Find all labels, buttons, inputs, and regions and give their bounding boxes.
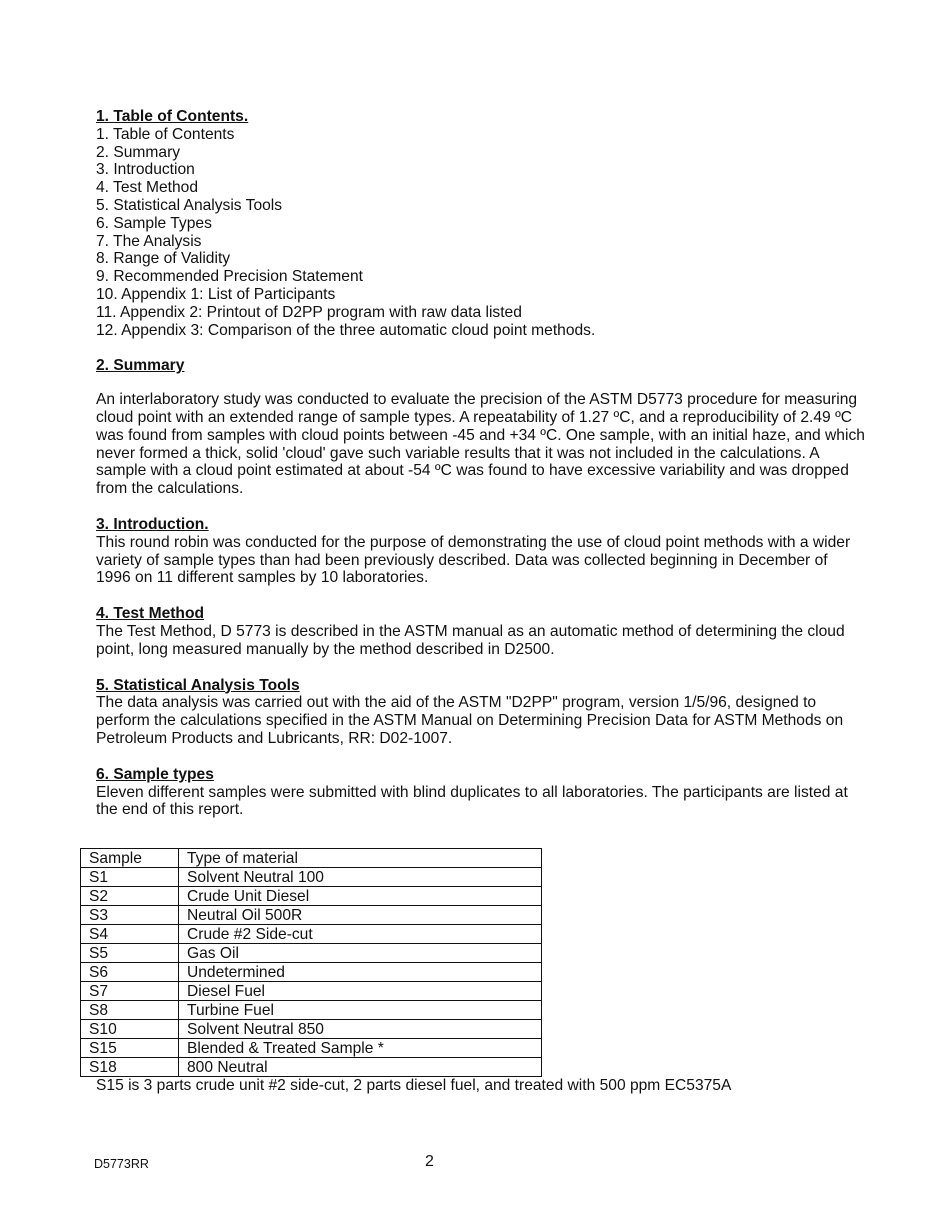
sample-types-text: Eleven different samples were submitted with blind duplicates to all laboratories. The participants are listed at the end of this report. bbox=[96, 783, 848, 819]
toc-item: 10. Appendix 1: List of Participants bbox=[96, 285, 336, 303]
test-method-text: The Test Method, D 5773 is described in the ASTM manual as an automatic method of determining the cloud point, long measured manually by the method described in D2500. bbox=[96, 622, 845, 658]
table-row bbox=[81, 868, 542, 887]
stat-tools-text: The data analysis was carried out with the aid of the ASTM "D2PP" program, version 1/5/96, designed to perform the calculations specified in the ASTM Manual on Determining Precision Data for ASTM Methods on Petroleum Products and Lubricants, RR: D02-1007. bbox=[96, 694, 844, 747]
table-row bbox=[81, 944, 542, 963]
sample-id-cell: S10 bbox=[81, 1020, 179, 1039]
sample-id-cell: S5 bbox=[81, 944, 179, 963]
material-cell: Undetermined bbox=[179, 963, 542, 982]
page-number: 2 bbox=[425, 1153, 434, 1170]
table-row bbox=[81, 887, 542, 906]
summary-text: An interlaboratory study was conducted to evaluate the precision of the ASTM D5773 procedure for measuring cloud point with an extended range of sample types. A repeatability of 1.27 ºC, and a reproducibility of 2.49 ºC was found from samples with cloud points between -45 and +34 ºC. One sample, with an initial haze, and which never formed a thick, solid 'cloud' gave such variable results that it was not included in the calculations. A sample with a cloud point estimated at about -54 ºC was found to have excessive variability and was dropped from the calculations. bbox=[96, 391, 865, 498]
toc-item: 2. Summary bbox=[96, 143, 181, 161]
material-cell: Blended & Treated Sample * bbox=[179, 1039, 542, 1058]
sample-id-cell: S4 bbox=[81, 925, 179, 944]
header-cell-material: Type of material bbox=[179, 849, 542, 868]
sample-id-cell: S6 bbox=[81, 963, 179, 982]
material-cell: Solvent Neutral 100 bbox=[179, 868, 542, 887]
table-header-row bbox=[81, 849, 542, 868]
toc-item: 8. Range of Validity bbox=[96, 250, 231, 268]
material-cell: Crude #2 Side-cut bbox=[179, 925, 542, 944]
table-row bbox=[81, 1058, 542, 1077]
material-cell: Crude Unit Diesel bbox=[179, 887, 542, 906]
sample-id-cell: S18 bbox=[81, 1058, 179, 1077]
sample-id-cell: S1 bbox=[81, 868, 179, 887]
table-row bbox=[81, 906, 542, 925]
table-row bbox=[81, 1020, 542, 1039]
toc-item: 1. Table of Contents bbox=[96, 125, 235, 143]
toc-item: 12. Appendix 3: Comparison of the three automatic cloud point methods. bbox=[96, 321, 596, 339]
header-cell-sample: Sample bbox=[81, 849, 179, 868]
material-cell: 800 Neutral bbox=[179, 1058, 542, 1077]
document-body bbox=[96, 108, 866, 819]
toc-item: 9. Recommended Precision Statement bbox=[96, 268, 363, 286]
toc-list bbox=[96, 126, 866, 340]
introduction-text: This round robin was conducted for the purpose of demonstrating the use of cloud point methods with a wider variety of sample types than had been previously described. Data was collected beginning in December of 1996 on 11 different samples by 10 laboratories. bbox=[96, 533, 851, 587]
toc-item: 4. Test Method bbox=[96, 179, 198, 197]
toc-item: 7. The Analysis bbox=[96, 232, 202, 250]
toc-item: 6. Sample Types bbox=[96, 214, 212, 232]
sample-id-cell: S7 bbox=[81, 982, 179, 1001]
sample-id-cell: S2 bbox=[81, 887, 179, 906]
sample-table bbox=[80, 848, 542, 1077]
toc-item: 11. Appendix 2: Printout of D2PP program with raw data listed bbox=[96, 303, 522, 321]
summary-heading: 2. Summary bbox=[96, 357, 185, 375]
footer-doc-id: D5773RR bbox=[94, 1157, 149, 1171]
sample-id-cell: S8 bbox=[81, 1001, 179, 1020]
sample-types-heading: 6. Sample types bbox=[96, 765, 214, 783]
introduction-heading: 3. Introduction. bbox=[96, 515, 209, 533]
material-cell: Solvent Neutral 850 bbox=[179, 1020, 542, 1039]
material-cell: Turbine Fuel bbox=[179, 1001, 542, 1020]
material-cell: Neutral Oil 500R bbox=[179, 906, 542, 925]
table-row bbox=[81, 963, 542, 982]
test-method-heading: 4. Test Method bbox=[96, 605, 205, 623]
toc-item: 3. Introduction bbox=[96, 161, 195, 179]
sample-id-cell: S15 bbox=[81, 1039, 179, 1058]
table-footnote: S15 is 3 parts crude unit #2 side-cut, 2 parts diesel fuel, and treated with 500 ppm EC5375A bbox=[96, 1077, 732, 1094]
sample-id-cell: S3 bbox=[81, 906, 179, 925]
material-cell: Diesel Fuel bbox=[179, 982, 542, 1001]
table-row bbox=[81, 925, 542, 944]
toc-heading: 1. Table of Contents. bbox=[96, 108, 249, 125]
table-row bbox=[81, 1001, 542, 1020]
toc-item: 5. Statistical Analysis Tools bbox=[96, 196, 283, 214]
stat-tools-heading: 5. Statistical Analysis Tools bbox=[96, 676, 300, 694]
table-row bbox=[81, 1039, 542, 1058]
material-cell: Gas Oil bbox=[179, 944, 542, 963]
table-row bbox=[81, 982, 542, 1001]
